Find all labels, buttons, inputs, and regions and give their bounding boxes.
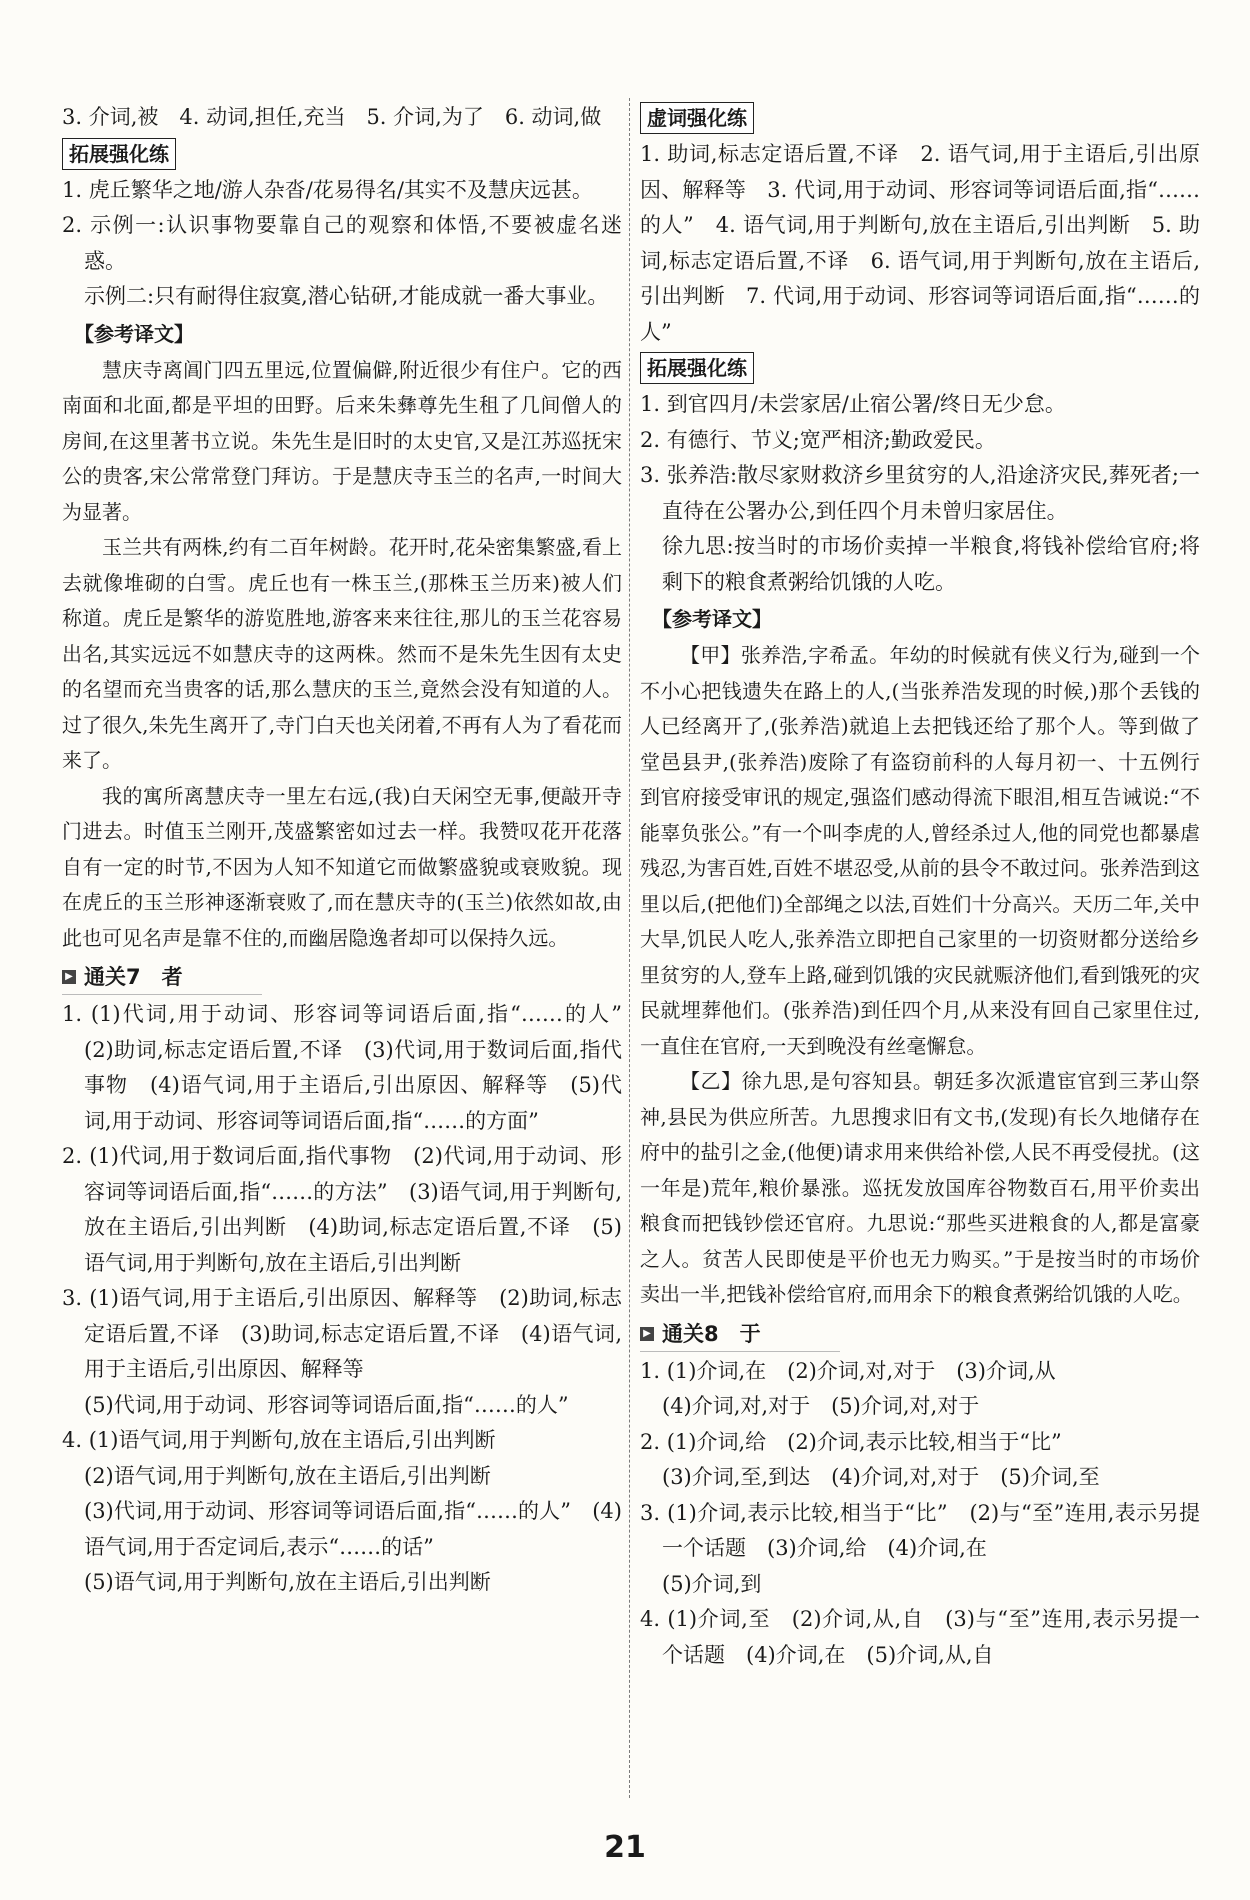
answer-sub: 徐九思:按当时的市场价卖掉一半粮食,将钱补偿给官府;将剩下的粮食煮粥给饥饿的人吃。	[662, 534, 1200, 594]
section-title-tuozhan-left: 拓展强化练	[62, 138, 176, 170]
left-column	[62, 100, 643, 1601]
answer-sub: (2)语气词,用于判断句,放在主语后,引出判断	[84, 1463, 491, 1488]
page-number: 21	[604, 1830, 646, 1865]
section-title-tuozhan-right: 拓展强化练	[640, 352, 754, 384]
play-triangle-icon: ▶	[62, 970, 76, 984]
answer-item: 4. (1)语气词,用于判断句,放在主语后,引出判断	[62, 1428, 496, 1452]
answer-line-3-6: 3. 介词,被 4. 动词,担任,充当 5. 介词,为了 6. 动词,做	[62, 105, 602, 129]
translation-paragraph: 我的寓所离慧庆寺一里左右远,(我)白天闲空无事,便敲开寺门进去。时值玉兰刚开,茂盛繁密如过去一样。我赞叹花开花落自有一定的时节,不因为人知不知道它而做繁盛貌或衰败貌。现在虎丘的玉兰形神逐渐衰败了,而在慧庆寺的(玉兰)依然如故,由此也可见名声是靠不住的,而幽居隐逸者却可以保持久远。	[62, 783, 622, 950]
translation-paragraph: 【甲】张养浩,字希孟。年幼的时候就有侠义行为,碰到一个不小心把钱遗失在路上的人,(当张养浩发现的时候,)那个丢钱的人已经离开了,(张养浩)就追上去把钱还给了那个人。等到做了堂邑县尹,(张养浩)废除了有盗窃前科的人每月初一、十五例行到官府接受审讯的规定,强盗们感动得流下眼泪,相互告诫说:“不能辜负张公。”有一个叫李虎的人,曾经杀过人,他的同党也都暴虐残忍,为害百姓,百姓不堪忍受,从前的县令不敢过问。张养浩到这里以后,(把他们)全部绳之以法,百姓们十分高兴。天历二年,关中大旱,饥民人吃人,张养浩立即把自己家里的一切资财都分送给乡里贫穷的人,登车上路,碰到饥饿的灾民就赈济他们,看到饿死的灾民就埋葬他们。(张养浩)到任四个月,从来没有回自己家里住过,一直住在官府,一天到晚没有丝毫懈怠。	[640, 643, 1200, 1058]
answer-sub: (5)语气词,用于判断句,放在主语后,引出判断	[84, 1570, 491, 1594]
xuci-answers: 1. 助词,标志定语后置,不译 2. 语气词,用于主语后,引出原因、解释等 3. 代词,用于动词、形容词等词语后面,指“……的人” 4. 语气词,用于判断句,放在主语后,引出判断 5. 助词,标志定语后置,不译 6. 语气词,用于判断句,放在主语后,引出判断 7. 代词,用于动词、形容词等词语后面,指“……的人”	[640, 142, 1200, 344]
answer-sub: (5)介词,到	[662, 1571, 762, 1596]
answer-sub: (5)代词,用于动词、形容词等词语后面,指“……的人”	[84, 1392, 569, 1417]
answer-item: 1. (1)介词,在 (2)介词,对,对于 (3)介词,从	[640, 1358, 1056, 1383]
section-guan8	[640, 1317, 840, 1352]
answer-sub: (4)介词,对,对于 (5)介词,对,对于	[662, 1394, 980, 1418]
answer-item: 1. 到官四月/未尝家居/止宿公署/终日无少怠。	[640, 392, 1066, 416]
play-triangle-icon: ▶	[640, 1327, 654, 1341]
answer-item: 1. (1)代词,用于动词、形容词等词语后面,指“……的人” (2)助词,标志定语后置,不译 (3)代词,用于数词后面,指代事物 (4)语气词,用于主语后,引出原因、解释等 (5)代词,用于动词、形容词等词语后面,指“……的方面”	[62, 1002, 643, 1133]
right-column	[640, 100, 1200, 1673]
answer-item: 2. 示例一:认识事物要靠自己的观察和体悟,不要被虚名迷惑。	[62, 213, 622, 273]
answer-item: 2. (1)介词,给 (2)介词,表示比较,相当于“比”	[640, 1429, 1062, 1454]
answer-item: 4. (1)介词,至 (2)介词,从,自 (3)与“至”连用,表示另提一个话题 (4)介词,在 (5)介词,从,自	[640, 1607, 1200, 1667]
answer-item: 3. (1)介词,表示比较,相当于“比” (2)与“至”连用,表示另提一个话题 (3)介词,给 (4)介词,在	[640, 1500, 1200, 1560]
translation-paragraph: 玉兰共有两株,约有二百年树龄。花开时,花朵密集繁盛,看上去就像堆砌的白雪。虎丘也有一株玉兰,(那株玉兰历来)被人们称道。虎丘是繁华的游览胜地,游客来来往往,那儿的玉兰花容易出名,其实远远不如慧庆寺的这两株。然而不是朱先生因有太史的名望而充当贵客的话,那么慧庆的玉兰,竟然会没有知道的人。过了很久,朱先生离开了,寺门白天也关闭着,不再有人为了看花而来了。	[62, 535, 622, 772]
reference-translation-title: 【参考译文】	[74, 321, 194, 346]
guan7-title: 通关7 者	[84, 965, 183, 989]
answer-example: 示例二:只有耐得住寂寞,潜心钻研,才能成就一番大事业。	[84, 284, 609, 308]
answer-item: 2. (1)代词,用于数词后面,指代事物 (2)代词,用于动词、形容词等词语后面,指“……的方法” (3)语气词,用于判断句,放在主语后,引出判断 (4)助词,标志定语后置,不译 (5)语气词,用于判断句,放在主语后,引出判断	[62, 1144, 622, 1275]
answer-item: 1. 虎丘繁华之地/游人杂沓/花易得名/其实不及慧庆远甚。	[62, 177, 593, 202]
answer-item: 3. (1)语气词,用于主语后,引出原因、解释等 (2)助词,标志定语后置,不译 (3)助词,标志定语后置,不译 (4)语气词,用于主语后,引出原因、解释等	[62, 1286, 622, 1381]
answer-sub: (3)介词,至,到达 (4)介词,对,对于 (5)介词,至	[662, 1465, 1100, 1489]
section-title-xuci: 虚词强化练	[640, 102, 754, 134]
section-guan7	[62, 960, 262, 995]
reference-translation-title: 【参考译文】	[652, 607, 772, 631]
translation-paragraph: 慧庆寺离阊门四五里远,位置偏僻,附近很少有住户。它的西南面和北面,都是平坦的田野。后来朱彝尊先生租了几间僧人的房间,在这里著书立说。朱先生是旧时的太史官,又是江苏巡抚宋公的贵客,宋公常常登门拜访。于是慧庆寺玉兰的名声,一时间大为显著。	[62, 357, 622, 524]
guan8-title: 通关8 于	[662, 1321, 761, 1346]
answer-sub: (3)代词,用于动词、形容词等词语后面,指“……的人” (4)语气词,用于否定词后,表示“……的话”	[84, 1499, 622, 1559]
answer-item: 3. 张养浩:散尽家财救济乡里贫穷的人,沿途济灾民,葬死者;一直待在公署办公,到任四个月未曾归家居住。	[640, 463, 1200, 523]
answer-item: 2. 有德行、节义;宽严相济;勤政爱民。	[640, 427, 996, 452]
translation-paragraph: 【乙】徐九思,是句容知县。朝廷多次派遣宦官到三茅山祭神,县民为供应所苦。九思搜求旧有文书,(发现)有长久地储存在府中的盐引之金,(他便)请求用来供给补偿,人民不再受侵扰。(这一年是)荒年,粮价暴涨。巡抚发放国库谷物数百石,用平价卖出粮食而把钱钞偿还官府。九思说:“那些买进粮食的人,都是富豪之人。贫苦人民即使是平价也无力购买。”于是按当时的市场价卖出一半,把钱补偿给官府,而用余下的粮食煮粥给饥饿的人吃。	[640, 1069, 1200, 1306]
column-divider	[629, 98, 630, 1798]
